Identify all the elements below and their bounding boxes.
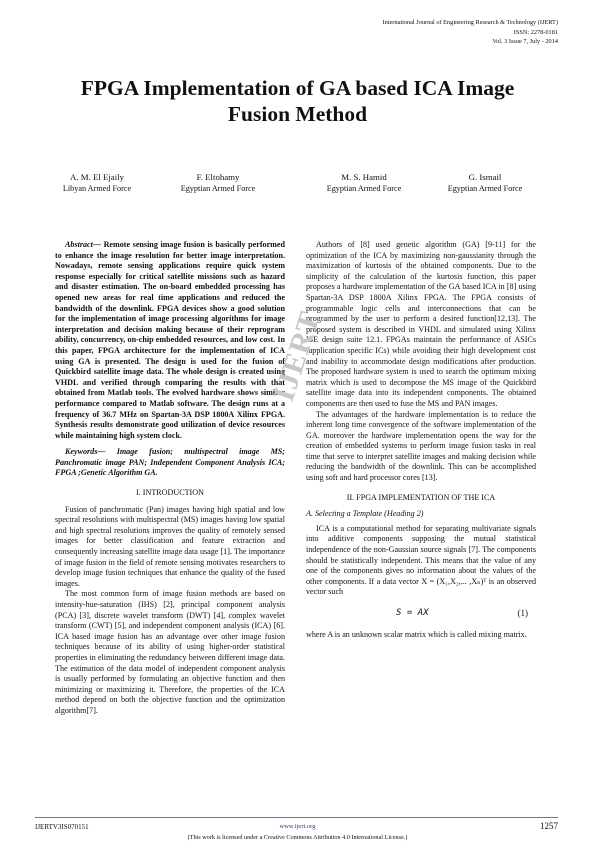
paper-id: IJERTV3IS070151 — [35, 823, 89, 831]
keywords-label: Keywords— — [65, 447, 106, 457]
subsection-heading: A. Selecting a Template (Heading 2) — [306, 509, 424, 519]
author-affiliation: Egyptian Armed Force — [447, 184, 523, 193]
body-paragraph-2: The advantages of the hardware implementation is to reduce the inherent long time convergence of the software implementation of the GA. moreover the hardware implementation opens the way for the creation of embedded systems to perform image fusion tasks in real time that serve to interpret satellite images and making decision while reducing the bandwidth of the downlink. This can be accomplished using soft and hard processor cores [13]. — [306, 409, 536, 483]
page-number: 1257 — [540, 821, 558, 831]
license-note: (This work is licensed under a Creative Commons Attribution 4.0 International License.) — [187, 834, 408, 841]
left-column — [55, 240, 285, 717]
body-paragraph-4: where A is an unknown scalar matrix which is called mixing matrix. — [306, 630, 527, 639]
author-affiliation: Libyan Armed Force — [62, 184, 132, 193]
author-4 — [430, 171, 540, 195]
title-line-2: Fusion Method — [227, 102, 368, 126]
abstract — [55, 240, 285, 441]
body-paragraph-3: ICA is a computational method for separating multivariate signals into additive components supposing the mutual statistical independence of the non-Gaussian source signals [7]. The components should be statistically independent. This means that the value of any one of the components gives no information about the values of the other components. If a data vector X = (X₁,X₂,... ,Xₙ)ᵀ is an observed vector such — [306, 523, 536, 597]
website-link[interactable]: www.ijert.org — [279, 823, 316, 830]
author-name: A. M. El Ejaily — [70, 172, 124, 182]
paper-title — [0, 75, 595, 127]
author-name: M. S. Hamid — [341, 172, 387, 182]
section-heading-fpga: II. FPGA IMPLEMENTATION OF THE ICA — [346, 492, 496, 502]
intro-paragraph-2: The most common form of image fusion methods are based on intensity-hue-saturation (IHS) [2], principal component analysis (PCA) [3], discrete wavelet transform (DWT) [4], complex wavelet transform (CWT) [5], and independent component analysis (ICA) [6]. ICA based image fusion has an advantage over other image fusion techniques because of its ability of using higher-order statistical properties in eliminating the redundancy between different image data. The estimation of the data model of independent component analysis is usually performed by formulating an objective function and then minimizing or maximizing it. Therefore, the properties of the ICA method depend on both the objective function and the optimization algorithm[7]. — [55, 589, 285, 715]
author-name: F. Eltohamy — [196, 172, 240, 182]
equation-expression: S = AX — [396, 608, 429, 618]
author-name: G. Ismail — [468, 172, 502, 182]
footer-divider — [35, 817, 558, 818]
author-1 — [42, 171, 152, 195]
section-heading-introduction: I. INTRODUCTION — [136, 488, 204, 498]
right-column — [306, 240, 536, 641]
journal-name: International Journal of Engineering Research & Technology (IJERT) — [382, 19, 558, 26]
equation-1 — [306, 604, 536, 626]
author-affiliation: Egyptian Armed Force — [180, 184, 256, 193]
journal-header — [383, 18, 559, 47]
abstract-label: Abstract— — [65, 240, 101, 249]
author-3 — [309, 171, 419, 195]
author-2 — [163, 171, 273, 195]
body-paragraph-1: Authors of [8] used genetic algorithm (GA) [9-11] for the optimization of the ICA by maximizing non-gaussianity through the maximization of kurtosis of the obtained components. Due to the simplicity of the calculation of the kurtosis function, this paper proposes a hardware implementation of the GA based ICA in [8] using Spartan-3A DSP 1800A Xilinx FPGA. The FPGA consists of programmable logic cells and interconnections that can be programmed by the user to perform a desired function[12,13]. The proposed system is described in VHDL and simulated using Xilinx ISE design suite 12.1. FPGAs maintain the performance of ASICs (application specific ICs) while avoiding their high development cost and inability to accommodate design modifications after production. The proposed hardware system is used to search the optimum mixing matrix which is used to decompose the MS image of the Quickbird satellite image data into its independent components. The obtained components are then used to fuse the MS and PAN images. — [306, 240, 536, 408]
intro-paragraph-1: Fusion of panchromatic (Pan) images having high spatial and low spectral resolutions with multispectral (MS) images having low spatial and high spectral resolutions improves the quality of remotely sensed images for better classification and feature extraction and consequently increasing satellite image data usage [1]. The importance of image fusion in the field of remote sensing motivates researchers to develop image fusion techniques that enhance the quality of the fused images. — [55, 504, 285, 588]
watermark: IJERT — [267, 307, 327, 406]
keywords — [55, 447, 285, 479]
author-affiliation: Egyptian Armed Force — [326, 184, 402, 193]
equation-number: (1) — [517, 608, 528, 618]
volume-issue: Vol. 3 Issue 7, July - 2014 — [492, 38, 558, 45]
issn: ISSN: 2278-0181 — [513, 28, 558, 36]
title-line-1: FPGA Implementation of GA based ICA Image — [80, 76, 515, 100]
abstract-text: Remote sensing image fusion is basically performed to enhance the image resolution for better image interpretation. Nowadays, remote sensing applications require quick system response especially for critical satellite missions such as hazard and disaster estimation. The on-board embedded processing has opened new areas for real time applications and reduced the bandwidth of the downlink. FPGA devices show a good solution for the implementation of image processing algorithms for image interpretation and decision making because of their reprogram ability, concurrency, on-chip embedded resources, and low cost. In this paper, FPGA architecture for the implementation of ICA using GA is presented. The design is used for the fusion of Quickbird satellite image data. The whole design is created using VHDL and verified through comparing the results with that obtained from Matlab tools. The evolved hardware shows similar performance compared to Matlab software. The design runs at a frequency of 36.7 MHz on Spartan-3A DSP 1800A Xilinx FPGA. Synthesis results demonstrate good utilization of device resources while maintaining high system clock. — [55, 240, 285, 440]
keywords-text: Image fusion; multispectral image MS; Panchromatic image PAN; Independent Component Analysis ICA; FPGA ;Genetic Algorithm GA. — [55, 447, 285, 478]
